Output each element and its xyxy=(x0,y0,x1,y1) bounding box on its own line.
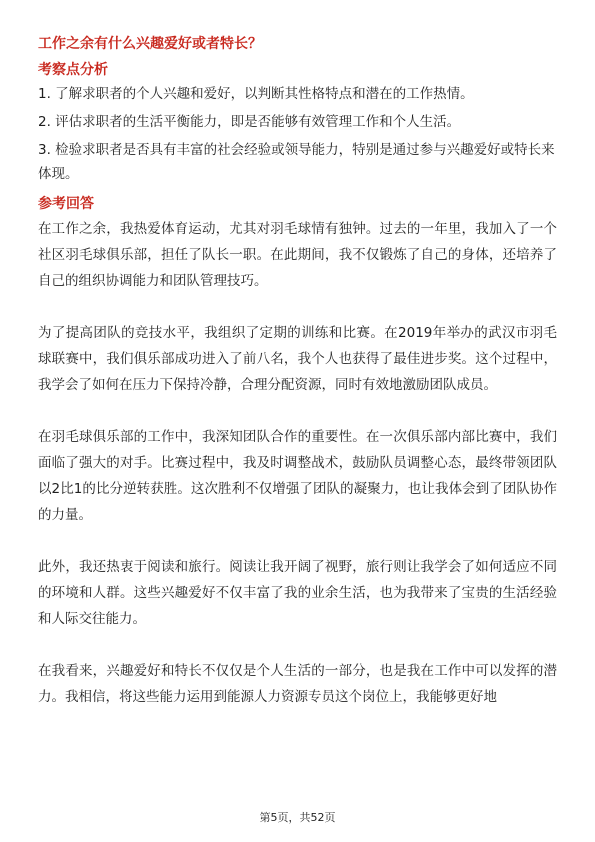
analysis-heading: 考察点分析 xyxy=(38,62,108,78)
analysis-list xyxy=(38,82,557,186)
answer-paragraph: 在工作之余，我热爱体育运动，尤其对羽毛球情有独钟。过去的一年里，我加入了一个社区羽毛球俱乐部，担任了队长一职。在此期间，我不仅锻炼了自己的身体，还培养了自己的组织协调能力和团队管理技巧。 xyxy=(38,221,557,289)
analysis-item: 3. 检验求职者是否具有丰富的社会经验或领导能力，特别是通过参与兴趣爱好或特长来体现。 xyxy=(38,142,555,182)
answer-paragraph: 为了提高团队的竞技水平，我组织了定期的训练和比赛。在2019年举办的武汉市羽毛球联赛中，我们俱乐部成功进入了前八名，我个人也获得了最佳进步奖。这个过程中，我学会了如何在压力下保持冷静，合理分配资源，同时有效地激励团队成员。 xyxy=(38,325,557,393)
question-title: 工作之余有什么兴趣爱好或者特长？ xyxy=(38,36,262,52)
analysis-item: 2. 评估求职者的生活平衡能力，即是否能够有效管理工作和个人生活。 xyxy=(38,114,461,130)
answer-body xyxy=(38,216,557,710)
page-number-footer: 第5页，共52页 xyxy=(259,811,336,824)
analysis-item: 1. 了解求职者的个人兴趣和爱好，以判断其性格特点和潜在的工作热情。 xyxy=(38,86,474,102)
answer-paragraph: 此外，我还热衷于阅读和旅行。阅读让我开阔了视野，旅行则让我学会了如何适应不同的环境和人群。这些兴趣爱好不仅丰富了我的业余生活，也为我带来了宝贵的生活经验和人际交往能力。 xyxy=(38,559,557,627)
answer-paragraph: 在羽毛球俱乐部的工作中，我深知团队合作的重要性。在一次俱乐部内部比赛中，我们面临了强大的对手。比赛过程中，我及时调整战术，鼓励队员调整心态，最终带领团队以2比1的比分逆转获胜。这次胜利不仅增强了团队的凝聚力，也让我体会到了团队协作的力量。 xyxy=(38,429,557,523)
answer-paragraph: 在我看来，兴趣爱好和特长不仅仅是个人生活的一部分，也是我在工作中可以发挥的潜力。我相信，将这些能力运用到能源人力资源专员这个岗位上，我能够更好地 xyxy=(38,663,557,705)
answer-heading: 参考回答 xyxy=(38,196,94,212)
